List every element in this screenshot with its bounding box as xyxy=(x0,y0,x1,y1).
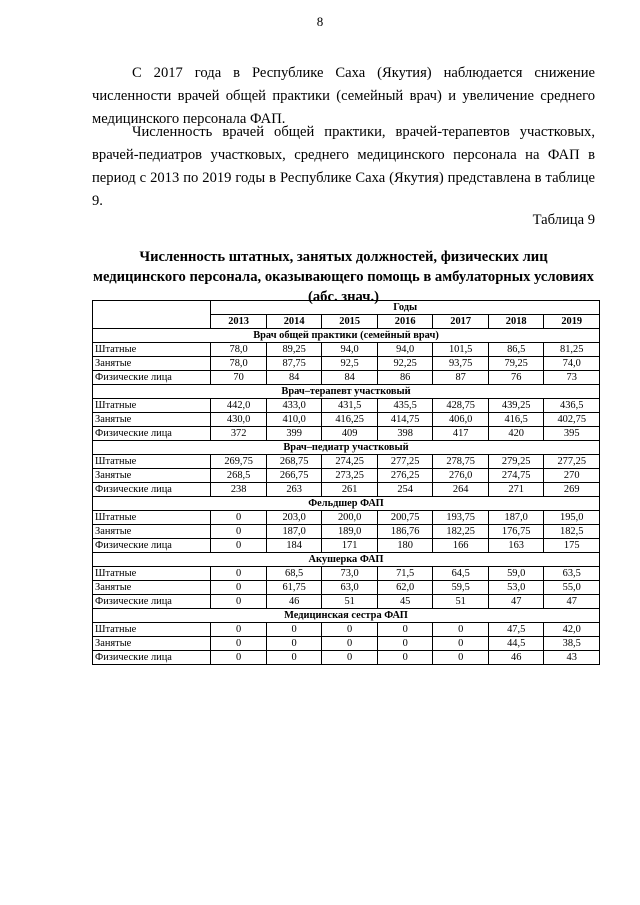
value-cell: 395 xyxy=(544,427,600,441)
table-row xyxy=(93,469,600,483)
paragraph-2: Численность врачей общей практики, врачей-терапевтов участковых, врачей-педиатров участковых, среднего медицинского персонала на ФАП в период с 2013 по 2019 годы в Республике Саха (Якутия) представлена в таблице 9. xyxy=(92,124,595,209)
value-cell: 277,25 xyxy=(544,455,600,469)
value-cell: 428,75 xyxy=(433,399,489,413)
value-cell: 0 xyxy=(322,637,378,651)
value-cell: 78,0 xyxy=(211,357,267,371)
value-cell: 433,0 xyxy=(266,399,322,413)
value-cell: 200,75 xyxy=(377,511,433,525)
value-cell: 73,0 xyxy=(322,567,378,581)
value-cell: 51 xyxy=(433,595,489,609)
table-row xyxy=(93,539,600,553)
value-cell: 0 xyxy=(433,651,489,665)
section-title: Врач–педиатр участковый xyxy=(93,441,600,455)
value-cell: 0 xyxy=(377,651,433,665)
value-cell: 278,75 xyxy=(433,455,489,469)
value-cell: 71,5 xyxy=(377,567,433,581)
table-row xyxy=(93,483,600,497)
value-cell: 81,25 xyxy=(544,343,600,357)
value-cell: 59,5 xyxy=(433,581,489,595)
year-cell: 2016 xyxy=(377,315,433,329)
value-cell: 78,0 xyxy=(211,343,267,357)
value-cell: 87,75 xyxy=(266,357,322,371)
value-cell: 268,5 xyxy=(211,469,267,483)
value-cell: 42,0 xyxy=(544,623,600,637)
value-cell: 47 xyxy=(544,595,600,609)
value-cell: 180 xyxy=(377,539,433,553)
table-row xyxy=(93,399,600,413)
table-row xyxy=(93,623,600,637)
table-row xyxy=(93,637,600,651)
value-cell: 263 xyxy=(266,483,322,497)
section-row xyxy=(93,609,600,623)
value-cell: 238 xyxy=(211,483,267,497)
row-label: Штатные xyxy=(93,455,211,469)
value-cell: 187,0 xyxy=(488,511,544,525)
value-cell: 68,5 xyxy=(266,567,322,581)
value-cell: 59,0 xyxy=(488,567,544,581)
staff-table xyxy=(92,300,600,665)
value-cell: 0 xyxy=(211,567,267,581)
value-cell: 89,25 xyxy=(266,343,322,357)
year-cell: 2013 xyxy=(211,315,267,329)
value-cell: 46 xyxy=(266,595,322,609)
value-cell: 271 xyxy=(488,483,544,497)
table-row xyxy=(93,525,600,539)
value-cell: 47,5 xyxy=(488,623,544,637)
value-cell: 266,75 xyxy=(266,469,322,483)
row-label: Штатные xyxy=(93,343,211,357)
table-row xyxy=(93,651,600,665)
value-cell: 63,0 xyxy=(322,581,378,595)
value-cell: 61,75 xyxy=(266,581,322,595)
value-cell: 254 xyxy=(377,483,433,497)
value-cell: 93,75 xyxy=(433,357,489,371)
section-row xyxy=(93,497,600,511)
row-label: Физические лица xyxy=(93,427,211,441)
value-cell: 0 xyxy=(322,623,378,637)
value-cell: 92,25 xyxy=(377,357,433,371)
value-cell: 182,25 xyxy=(433,525,489,539)
value-cell: 274,25 xyxy=(322,455,378,469)
table-row xyxy=(93,595,600,609)
row-label: Физические лица xyxy=(93,539,211,553)
value-cell: 420 xyxy=(488,427,544,441)
value-cell: 55,0 xyxy=(544,581,600,595)
table-row xyxy=(93,511,600,525)
value-cell: 279,25 xyxy=(488,455,544,469)
value-cell: 73 xyxy=(544,371,600,385)
value-cell: 70 xyxy=(211,371,267,385)
value-cell: 53,0 xyxy=(488,581,544,595)
value-cell: 171 xyxy=(322,539,378,553)
row-label: Физические лица xyxy=(93,483,211,497)
value-cell: 417 xyxy=(433,427,489,441)
row-label: Физические лица xyxy=(93,595,211,609)
value-cell: 163 xyxy=(488,539,544,553)
years-header-row xyxy=(93,301,600,315)
value-cell: 195,0 xyxy=(544,511,600,525)
value-cell: 176,75 xyxy=(488,525,544,539)
value-cell: 264 xyxy=(433,483,489,497)
year-cell: 2017 xyxy=(433,315,489,329)
value-cell: 270 xyxy=(544,469,600,483)
table-row xyxy=(93,357,600,371)
value-cell: 0 xyxy=(211,623,267,637)
row-label: Физические лица xyxy=(93,371,211,385)
value-cell: 269,75 xyxy=(211,455,267,469)
value-cell: 269 xyxy=(544,483,600,497)
table-row xyxy=(93,427,600,441)
table-row xyxy=(93,343,600,357)
section-row xyxy=(93,441,600,455)
value-cell: 186,76 xyxy=(377,525,433,539)
paragraph-1: С 2017 года в Республике Саха (Якутия) наблюдается снижение численности врачей общей практики (семейный врач) и увеличение среднего медицинского персонала ФАП. xyxy=(92,65,595,127)
row-label: Занятые xyxy=(93,469,211,483)
row-label: Занятые xyxy=(93,357,211,371)
value-cell: 0 xyxy=(211,581,267,595)
value-cell: 38,5 xyxy=(544,637,600,651)
staff-table-body xyxy=(93,301,600,665)
table-label: Таблица 9 xyxy=(532,212,595,228)
value-cell: 402,75 xyxy=(544,413,600,427)
row-label: Штатные xyxy=(93,399,211,413)
value-cell: 175 xyxy=(544,539,600,553)
section-title: Акушерка ФАП xyxy=(93,553,600,567)
value-cell: 63,5 xyxy=(544,567,600,581)
section-title: Врач общей практики (семейный врач) xyxy=(93,329,600,343)
value-cell: 0 xyxy=(433,623,489,637)
value-cell: 435,5 xyxy=(377,399,433,413)
value-cell: 416,25 xyxy=(322,413,378,427)
value-cell: 0 xyxy=(377,637,433,651)
value-cell: 47 xyxy=(488,595,544,609)
value-cell: 84 xyxy=(322,371,378,385)
row-label: Занятые xyxy=(93,525,211,539)
value-cell: 0 xyxy=(266,623,322,637)
value-cell: 0 xyxy=(211,651,267,665)
value-cell: 189,0 xyxy=(322,525,378,539)
value-cell: 74,0 xyxy=(544,357,600,371)
value-cell: 0 xyxy=(322,651,378,665)
value-cell: 182,5 xyxy=(544,525,600,539)
row-label: Занятые xyxy=(93,413,211,427)
section-row xyxy=(93,553,600,567)
value-cell: 277,25 xyxy=(377,455,433,469)
row-label: Штатные xyxy=(93,511,211,525)
value-cell: 76 xyxy=(488,371,544,385)
value-cell: 203,0 xyxy=(266,511,322,525)
table-row xyxy=(93,455,600,469)
value-cell: 86,5 xyxy=(488,343,544,357)
years-header: Годы xyxy=(211,301,600,315)
section-title: Медицинская сестра ФАП xyxy=(93,609,600,623)
value-cell: 86 xyxy=(377,371,433,385)
table-row xyxy=(93,581,600,595)
value-cell: 84 xyxy=(266,371,322,385)
value-cell: 268,75 xyxy=(266,455,322,469)
row-label: Занятые xyxy=(93,637,211,651)
value-cell: 44,5 xyxy=(488,637,544,651)
value-cell: 101,5 xyxy=(433,343,489,357)
value-cell: 409 xyxy=(322,427,378,441)
value-cell: 87 xyxy=(433,371,489,385)
year-cell: 2019 xyxy=(544,315,600,329)
section-title: Фельдшер ФАП xyxy=(93,497,600,511)
table-row xyxy=(93,371,600,385)
value-cell: 94,0 xyxy=(377,343,433,357)
value-cell: 436,5 xyxy=(544,399,600,413)
section-row xyxy=(93,385,600,399)
value-cell: 184 xyxy=(266,539,322,553)
row-label: Занятые xyxy=(93,581,211,595)
value-cell: 79,25 xyxy=(488,357,544,371)
year-cell: 2015 xyxy=(322,315,378,329)
value-cell: 410,0 xyxy=(266,413,322,427)
value-cell: 94,0 xyxy=(322,343,378,357)
table-title: Численность штатных, занятых должностей, физических лиц медицинского персонала, оказывающего помощь в амбулаторных условиях (абс. знач.) xyxy=(93,249,594,305)
value-cell: 0 xyxy=(211,511,267,525)
corner-cell xyxy=(93,301,211,329)
value-cell: 62,0 xyxy=(377,581,433,595)
value-cell: 45 xyxy=(377,595,433,609)
value-cell: 0 xyxy=(377,623,433,637)
value-cell: 273,25 xyxy=(322,469,378,483)
value-cell: 0 xyxy=(211,595,267,609)
value-cell: 430,0 xyxy=(211,413,267,427)
value-cell: 439,25 xyxy=(488,399,544,413)
row-label: Штатные xyxy=(93,623,211,637)
value-cell: 200,0 xyxy=(322,511,378,525)
value-cell: 274,75 xyxy=(488,469,544,483)
value-cell: 166 xyxy=(433,539,489,553)
value-cell: 0 xyxy=(211,525,267,539)
value-cell: 0 xyxy=(211,637,267,651)
value-cell: 0 xyxy=(433,637,489,651)
value-cell: 261 xyxy=(322,483,378,497)
year-cell: 2014 xyxy=(266,315,322,329)
value-cell: 442,0 xyxy=(211,399,267,413)
value-cell: 0 xyxy=(266,637,322,651)
section-row xyxy=(93,329,600,343)
year-cell: 2018 xyxy=(488,315,544,329)
value-cell: 92,5 xyxy=(322,357,378,371)
value-cell: 416,5 xyxy=(488,413,544,427)
row-label: Физические лица xyxy=(93,651,211,665)
value-cell: 398 xyxy=(377,427,433,441)
table-row xyxy=(93,567,600,581)
value-cell: 276,0 xyxy=(433,469,489,483)
value-cell: 43 xyxy=(544,651,600,665)
section-title: Врач–терапевт участковый xyxy=(93,385,600,399)
value-cell: 0 xyxy=(266,651,322,665)
value-cell: 372 xyxy=(211,427,267,441)
value-cell: 193,75 xyxy=(433,511,489,525)
table-row xyxy=(93,413,600,427)
value-cell: 0 xyxy=(211,539,267,553)
row-label: Штатные xyxy=(93,567,211,581)
value-cell: 431,5 xyxy=(322,399,378,413)
value-cell: 406,0 xyxy=(433,413,489,427)
page-number: 8 xyxy=(316,14,324,29)
value-cell: 414,75 xyxy=(377,413,433,427)
value-cell: 187,0 xyxy=(266,525,322,539)
value-cell: 64,5 xyxy=(433,567,489,581)
value-cell: 51 xyxy=(322,595,378,609)
value-cell: 276,25 xyxy=(377,469,433,483)
value-cell: 46 xyxy=(488,651,544,665)
value-cell: 399 xyxy=(266,427,322,441)
